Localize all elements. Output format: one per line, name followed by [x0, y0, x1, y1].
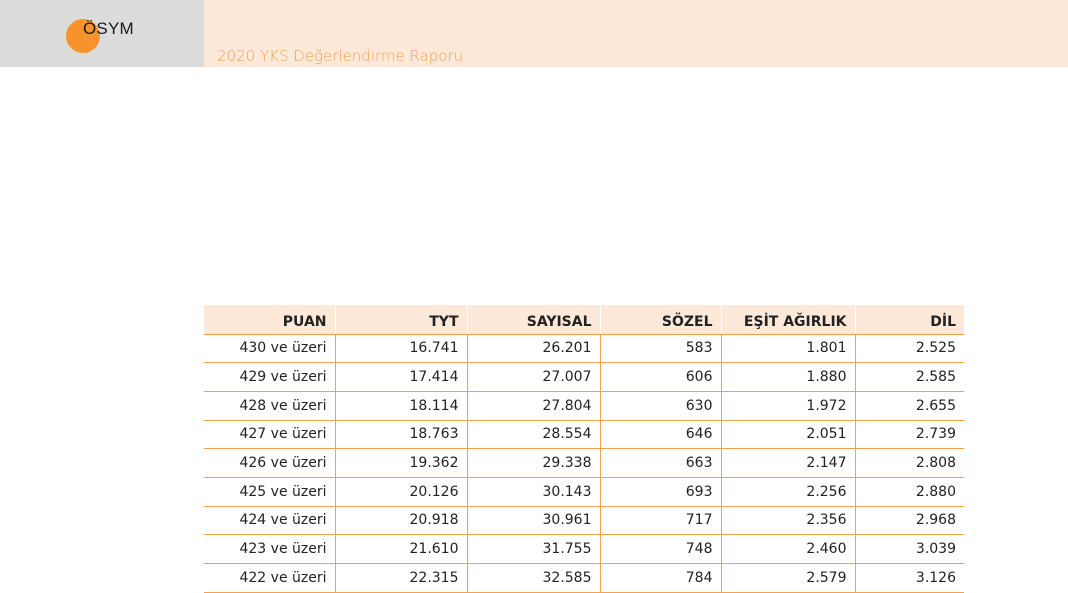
table-row	[204, 535, 964, 564]
table-row	[204, 420, 964, 449]
cell-sozel: 663	[600, 449, 721, 478]
cell-esit-agirlik: 2.147	[721, 449, 855, 478]
cell-puan: 427 ve üzeri	[204, 420, 335, 449]
cell-puan: 423 ve üzeri	[204, 535, 335, 564]
cell-esit-agirlik: 2.051	[721, 420, 855, 449]
cell-puan: 424 ve üzeri	[204, 506, 335, 535]
table-row	[204, 363, 964, 392]
cell-sozel: 583	[600, 334, 721, 363]
cell-dil: 3.039	[855, 535, 964, 564]
cell-esit-agirlik: 2.460	[721, 535, 855, 564]
cell-tyt: 20.126	[335, 477, 467, 506]
table-row	[204, 449, 964, 478]
cell-tyt: 22.315	[335, 564, 467, 593]
cell-sozel: 717	[600, 506, 721, 535]
column-header-dil: DİL	[855, 305, 964, 334]
cell-esit-agirlik: 2.579	[721, 564, 855, 593]
cell-sayisal: 27.804	[467, 391, 600, 420]
cell-puan: 422 ve üzeri	[204, 564, 335, 593]
logo-text: ÖSYM	[83, 19, 134, 38]
cell-sayisal: 32.585	[467, 564, 600, 593]
cell-puan: 425 ve üzeri	[204, 477, 335, 506]
table-row	[204, 334, 964, 363]
column-header-tyt: TYT	[335, 305, 467, 334]
table-row	[204, 564, 964, 593]
table-row	[204, 477, 964, 506]
column-header-sozel: SÖZEL	[600, 305, 721, 334]
cell-puan: 426 ve üzeri	[204, 449, 335, 478]
cell-sozel: 646	[600, 420, 721, 449]
cell-dil: 3.126	[855, 564, 964, 593]
column-header-sayisal: SAYISAL	[467, 305, 600, 334]
table-header-row	[204, 305, 964, 334]
cell-dil: 2.525	[855, 334, 964, 363]
cell-tyt: 21.610	[335, 535, 467, 564]
cell-sayisal: 28.554	[467, 420, 600, 449]
cell-sozel: 784	[600, 564, 721, 593]
cell-dil: 2.585	[855, 363, 964, 392]
cell-dil: 2.655	[855, 391, 964, 420]
cell-tyt: 18.763	[335, 420, 467, 449]
cell-tyt: 20.918	[335, 506, 467, 535]
table-row	[204, 391, 964, 420]
cell-sayisal: 29.338	[467, 449, 600, 478]
cell-sayisal: 31.755	[467, 535, 600, 564]
cell-sozel: 630	[600, 391, 721, 420]
cell-tyt: 18.114	[335, 391, 467, 420]
cell-esit-agirlik: 1.801	[721, 334, 855, 363]
cell-puan: 430 ve üzeri	[204, 334, 335, 363]
cell-sayisal: 30.961	[467, 506, 600, 535]
column-header-puan: PUAN	[204, 305, 335, 334]
cell-tyt: 16.741	[335, 334, 467, 363]
data-table	[204, 305, 964, 593]
table-row	[204, 506, 964, 535]
cell-sayisal: 26.201	[467, 334, 600, 363]
cell-sayisal: 27.007	[467, 363, 600, 392]
cell-sozel: 693	[600, 477, 721, 506]
cell-esit-agirlik: 2.256	[721, 477, 855, 506]
cell-dil: 2.968	[855, 506, 964, 535]
report-title: 2020 YKS Değerlendirme Raporu	[217, 47, 464, 65]
cell-dil: 2.808	[855, 449, 964, 478]
column-header-esit-agirlik: EŞİT AĞIRLIK	[721, 305, 855, 334]
logo-area	[0, 0, 204, 67]
cell-tyt: 19.362	[335, 449, 467, 478]
cell-esit-agirlik: 1.880	[721, 363, 855, 392]
cell-esit-agirlik: 2.356	[721, 506, 855, 535]
cell-tyt: 17.414	[335, 363, 467, 392]
cell-esit-agirlik: 1.972	[721, 391, 855, 420]
cell-sayisal: 30.143	[467, 477, 600, 506]
cell-dil: 2.739	[855, 420, 964, 449]
cell-sozel: 748	[600, 535, 721, 564]
cell-puan: 428 ve üzeri	[204, 391, 335, 420]
cell-puan: 429 ve üzeri	[204, 363, 335, 392]
cell-dil: 2.880	[855, 477, 964, 506]
cell-sozel: 606	[600, 363, 721, 392]
